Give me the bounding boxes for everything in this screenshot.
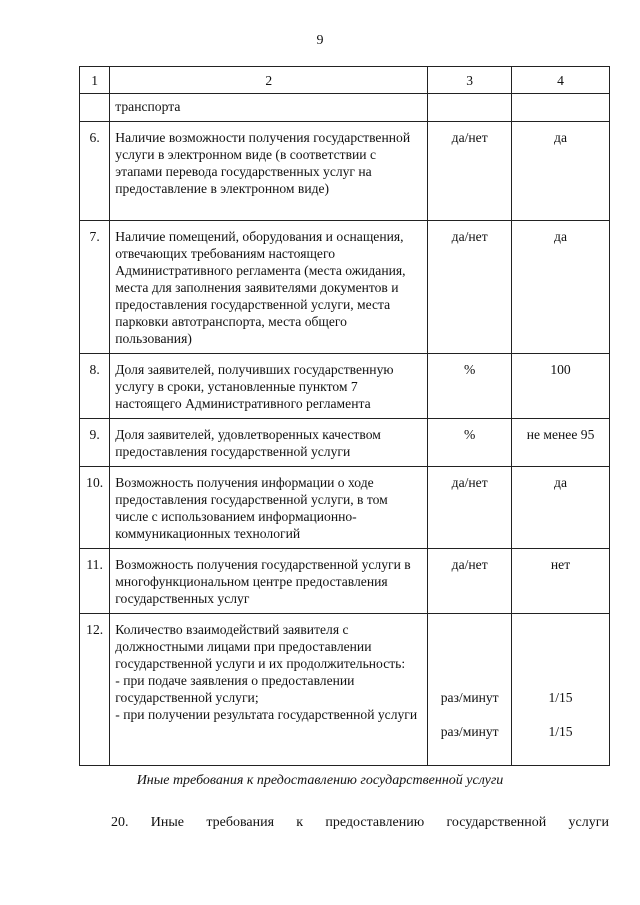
row-description: Наличие возможности получения государственной услуги в электронном виде (в соответствии с этапами перевода государственных услуг на предоставление в электронном виде) (110, 122, 428, 221)
row-number: 10. (80, 467, 110, 549)
row-value (512, 94, 610, 122)
row-number: 12. (80, 614, 110, 766)
row-unit: да/нет (428, 549, 512, 614)
row-unit: да/нет (428, 122, 512, 221)
row-description: Возможность получения государственной услуги в многофункциональном центре предоставления государственных услуг (110, 549, 428, 614)
indicators-table (79, 66, 610, 766)
row-number: 9. (80, 419, 110, 467)
row-number (80, 94, 110, 122)
row-value: не менее 95 (512, 419, 610, 467)
table-row (80, 549, 610, 614)
row-description: транспорта (110, 94, 428, 122)
table-header-row (80, 67, 610, 94)
paragraph-text: 20. Иные требования к предоставлению государственной услуги (111, 815, 609, 830)
row-description-block (110, 614, 428, 766)
subitem-description: - при подаче заявления о предоставлении государственной услуги; (115, 673, 355, 705)
row-description: Доля заявителей, удовлетворенных качеством предоставления государственной услуги (110, 419, 428, 467)
row-description: Наличие помещений, оборудования и оснащения, отвечающих требованиям настоящего Административного регламента (места ожидания, места для заполнения заявителями документов и предоставления государственной услуги, места парковки автотранспорта, места общего пользования) (110, 221, 428, 354)
row-value: 100 (512, 354, 610, 419)
table-row (80, 467, 610, 549)
subitem-unit: раз/минут (440, 724, 499, 739)
section-caption: Иные требования к предоставлению государственной услуги (136, 773, 504, 788)
row-unit: да/нет (428, 221, 512, 354)
subitem-description: - при получении результата государственной услуги (115, 707, 418, 722)
row-unit (428, 94, 512, 122)
row-value: да (512, 467, 610, 549)
row-number: 11. (80, 549, 110, 614)
row-description: Доля заявителей, получивших государственную услугу в сроки, установленные пунктом 7 настоящего Административного регламента (110, 354, 428, 419)
row-number: 6. (80, 122, 110, 221)
table-row (80, 94, 610, 122)
page-number: 9 (316, 33, 324, 48)
table-row (80, 614, 610, 766)
header-cell-4: 4 (512, 67, 610, 94)
row-unit: % (428, 419, 512, 467)
table-row (80, 122, 610, 221)
row-unit: % (428, 354, 512, 419)
row-unit: да/нет (428, 467, 512, 549)
row-number: 8. (80, 354, 110, 419)
header-cell-2: 2 (110, 67, 428, 94)
table-row (80, 221, 610, 354)
subitem-unit: раз/минут (440, 690, 499, 705)
table-row (80, 419, 610, 467)
row-value: да (512, 122, 610, 221)
subitem-value: 1/15 (548, 724, 573, 739)
row-unit-block (428, 614, 512, 766)
row-number: 7. (80, 221, 110, 354)
row-description: Количество взаимодействий заявителя с должностными лицами при предоставлении государственной услуги и их продолжительность: (115, 622, 406, 671)
header-cell-1: 1 (80, 67, 110, 94)
header-cell-3: 3 (428, 67, 512, 94)
row-description: Возможность получения информации о ходе предоставления государственной услуги, в том числе с использованием информационно-коммуникационных технологий (110, 467, 428, 549)
subitem-value: 1/15 (548, 690, 573, 705)
table-row (80, 354, 610, 419)
row-value: да (512, 221, 610, 354)
row-value-block (512, 614, 610, 766)
row-value: нет (512, 549, 610, 614)
